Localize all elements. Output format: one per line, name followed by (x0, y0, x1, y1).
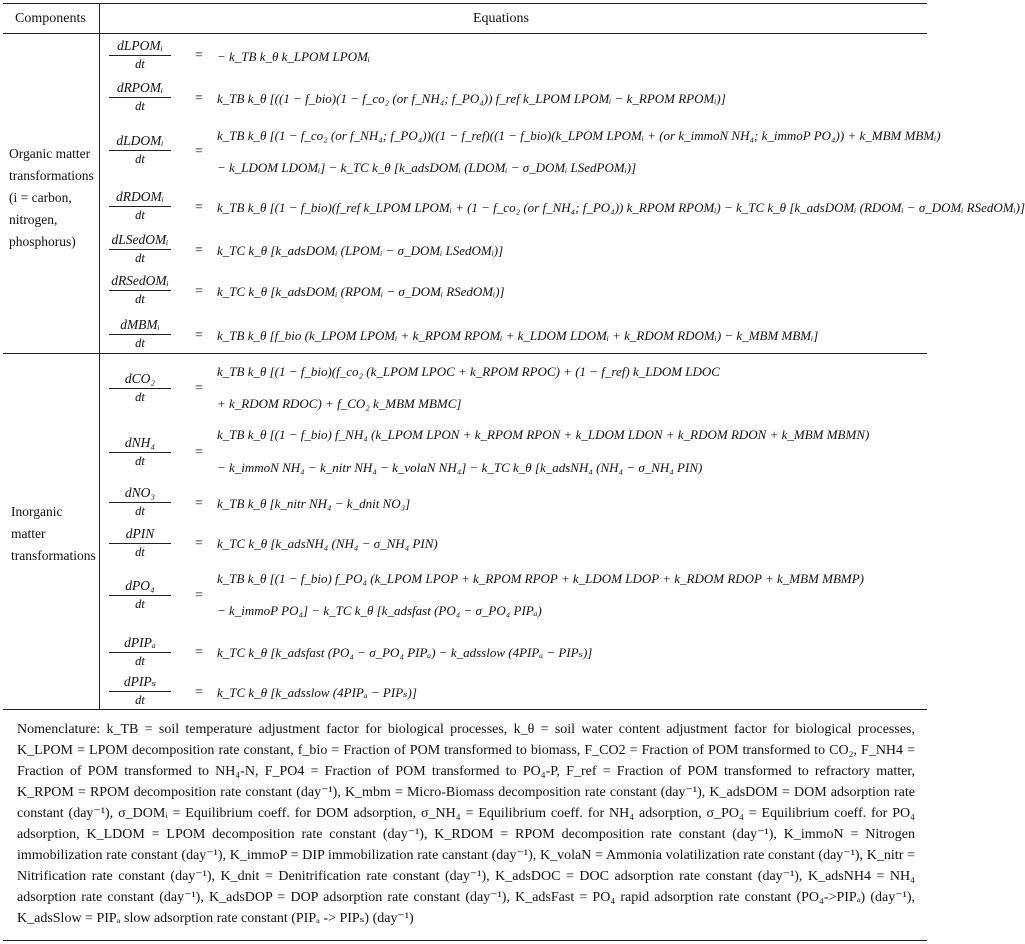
equation-rhs: k_TB k_θ [((1 − f_bio)(1 − f_co₂ (or f_NH₄; f_PO₄)) f_ref k_LPOM LPOMᵢ − k_RPOM RPOMᵢ)] (217, 91, 726, 106)
lhs-denominator: dt (135, 251, 145, 265)
group-label-line: phosphorus) (9, 234, 76, 249)
lhs-denominator: dt (135, 693, 145, 707)
lhs-fraction (109, 38, 171, 72)
group-label-line: transformations (9, 168, 94, 183)
lhs-fraction (109, 189, 171, 223)
equation-rhs: k_TB k_θ [(1 − f_bio)(f_co₂ (k_LPOM LPOC + k_RPOM RPOC) + (1 − f_ref) k_LDOM LDOC (217, 364, 720, 379)
lhs-denominator: dt (135, 454, 145, 468)
equation-rhs-continuation: − k_LDOM LDOMᵢ] − k_TC k_θ [k_adsDOMᵢ (LDOMᵢ − σ_DOMᵢ LSedPOMᵢ)] (217, 160, 637, 175)
header-components: Components (15, 11, 86, 26)
equation-rhs: − k_TB k_θ k_LPOM LPOMᵢ (217, 49, 370, 64)
lhs-denominator: dt (135, 152, 145, 166)
equation-rhs: k_TB k_θ [f_bio (k_LPOM LPOMᵢ + k_RPOM RPOMᵢ + k_LDOM LDOMᵢ + k_RDOM RDOMᵢ) − k_MBM MBMᵢ] (217, 328, 819, 343)
group-divider (3, 353, 927, 354)
equals-sign: = (195, 284, 203, 299)
lhs-denominator: dt (135, 57, 145, 71)
lhs-numerator: dCO₂ (109, 371, 171, 389)
lhs-numerator: dLSedOMᵢ (109, 232, 171, 250)
equation-rhs: k_TC k_θ [k_adsDOMᵢ (LPOMᵢ − σ_DOMᵢ LSedOMᵢ)] (217, 243, 504, 258)
equals-sign: = (195, 685, 203, 700)
bottom-rule (3, 940, 927, 941)
equation-rhs: k_TC k_θ [k_adsfast (PO₄ − σ_PO₄ PIPₐ) − k_adsslow (4PIPₐ − PIPₛ)] (217, 645, 593, 660)
equals-sign: = (195, 144, 203, 159)
equals-sign: = (195, 48, 203, 63)
lhs-numerator: dPIPₛ (109, 674, 171, 692)
equation-rhs-continuation: − k_immoP PO₄] − k_TC k_θ [k_adsfast (PO₄ − σ_PO₄ PIPₐ) (217, 603, 542, 618)
equation-rhs: k_TB k_θ [(1 − f_bio)(f_ref k_LPOM LPOMᵢ + (1 − f_co₂ (or f_NH₄; f_PO₄)) k_RPOM RPOMᵢ) − k_TC k_θ [k_adsDOMᵢ (RDOMᵢ − σ_DOMᵢ RSedOMᵢ)] (217, 200, 1025, 215)
lhs-fraction (109, 578, 171, 612)
lhs-numerator: dNO₃ (109, 485, 171, 503)
lhs-denominator: dt (135, 336, 145, 350)
group-label-line: Inorganic (11, 504, 63, 519)
equals-sign: = (195, 328, 203, 343)
lhs-fraction (109, 635, 171, 669)
header-equations: Equations (473, 11, 529, 26)
equals-sign: = (195, 200, 203, 215)
equals-sign: = (195, 243, 203, 258)
group-label-inorganic (11, 501, 96, 567)
lhs-denominator: dt (135, 597, 145, 611)
equation-rhs: k_TB k_θ [(1 − f_bio) f_NH₄ (k_LPOM LPON + k_RPOM RPON + k_LDOM LDON + k_RDOM RDON + k_MBM MBMN) (217, 427, 870, 442)
column-divider (99, 3, 100, 709)
equation-rhs: k_TC k_θ [k_adsDOMᵢ (RPOMᵢ − σ_DOMᵢ RSedOMᵢ)] (217, 284, 505, 299)
lhs-fraction (109, 485, 171, 519)
lhs-fraction (109, 80, 171, 114)
group-label-line: Organic matter (9, 146, 91, 161)
lhs-denominator: dt (135, 654, 145, 668)
lhs-denominator: dt (135, 99, 145, 113)
lhs-numerator: dMBMᵢ (109, 317, 171, 335)
equals-sign: = (195, 496, 203, 511)
lhs-fraction (109, 674, 171, 708)
lhs-numerator: dPO₄ (109, 578, 171, 596)
lhs-fraction (109, 317, 171, 351)
lhs-numerator: dLDOMᵢ (109, 133, 171, 151)
lhs-fraction (109, 371, 171, 405)
group-label-organic (9, 143, 94, 253)
lhs-fraction (109, 232, 171, 266)
lhs-denominator: dt (135, 390, 145, 404)
group-label-line: (i = carbon, (9, 190, 72, 205)
group-label-line: matter (11, 526, 46, 541)
equals-sign: = (195, 536, 203, 551)
lhs-numerator: dPIN (109, 526, 171, 544)
lhs-denominator: dt (135, 208, 145, 222)
equation-rhs: k_TC k_θ [k_adsNH₄ (NH₄ − σ_NH₄ PIN) (217, 536, 438, 551)
table-bottom-rule (3, 709, 927, 710)
header-rule (3, 33, 927, 34)
equals-sign: = (195, 645, 203, 660)
lhs-numerator: dRDOMᵢ (109, 189, 171, 207)
lhs-numerator: dNH₄ (109, 435, 171, 453)
equation-rhs-continuation: + k_RDOM RDOC) + f_CO₂ k_MBM MBMC] (217, 396, 462, 411)
lhs-fraction (109, 526, 171, 560)
top-rule (3, 3, 927, 4)
lhs-numerator: dRSedOMᵢ (109, 273, 171, 291)
equation-rhs-continuation: − k_immoN NH₄ − k_nitr NH₄ − k_volaN NH₄] − k_TC k_θ [k_adsNH₄ (NH₄ − σ_NH₄ PIN) (217, 460, 703, 475)
equation-rhs: k_TB k_θ [k_nitr NH₄ − k_dnit NO₃] (217, 496, 411, 511)
lhs-denominator: dt (135, 504, 145, 518)
lhs-fraction (109, 133, 171, 167)
lhs-numerator: dLPOMᵢ (109, 38, 171, 56)
lhs-denominator: dt (135, 545, 145, 559)
lhs-numerator: dRPOMᵢ (109, 80, 171, 98)
equation-rhs: k_TB k_θ [(1 − f_bio) f_PO₄ (k_LPOM LPOP + k_RPOM RPOP + k_LDOM LDOP + k_RDOM RDOP + k_MBM MBMP) (217, 571, 865, 586)
lhs-numerator: dPIPₐ (109, 635, 171, 653)
equals-sign: = (195, 445, 203, 460)
lhs-fraction (109, 273, 171, 307)
equation-rhs: k_TB k_θ [(1 − f_co₂ (or f_NH₄; f_PO₄))((1 − f_ref)((1 − f_bio)(k_LPOM LPOMᵢ + (or k_immoN NH₄; k_immoP PO₄)) + k_MBM MBMᵢ) (217, 128, 941, 143)
nomenclature-note: Nomenclature: k_TB = soil temperature adjustment factor for biological processes, k_θ = soil water content adjustment factor for biological processes, K_LPOM = LPOM decomposition rate constant, f_bio = Fraction of POM transformed to biomass, F_CO2 = Fraction of POM transformed to CO₂, F_NH4 = Fraction of POM transformed to NH₄-N, F_PO4 = Fraction of POM transformed to PO₄-P, F_ref = Fraction of POM transformed to refractory matter, K_RPOM = RPOM decomposition rate constant (day⁻¹), K_mbm = Micro-Biomass decomposition rate constant (day⁻¹), K_adsDOM = DOM adsorption rate constant (day⁻¹), σ_DOMᵢ = Equilibrium coeff. for DOM adsorption, σ_NH₄ = Equilibrium coeff. for NH₄ adsorption, σ_PO₄ = Equilibrium coeff. for PO₄ adsorption, K_LDOM = LPOM decomposition rate constant (day⁻¹), K_RDOM = RPOM decomposition rate constant (day⁻¹), K_immoN = Nitrogen immobilization rate constant (day⁻¹), K_immoP = DIP immobilization rate canstant (day⁻¹), K_volaN = Ammonia volatilization rate constant (day⁻¹), K_nitr = Nitrification rate constant (day⁻¹), K_dnit = Denitrification rate constant (day⁻¹), K_adsDOC = DOC adsorption rate constant (day⁻¹), K_adsNH4 = NH₄ adsorption rate constant (day⁻¹), K_adsDOP = DOP adsorption rate constant (day⁻¹), K_adsFast = PO₄ rapid adsorption rate constant (PO₄->PIPₐ) (day⁻¹), K_adsSlow = PIPₐ slow adsorption rate constant (PIPₐ -> PIPₛ) (day⁻¹) (17, 722, 915, 926)
lhs-denominator: dt (135, 292, 145, 306)
equation-rhs: k_TC k_θ [k_adsslow (4PIPₐ − PIPₛ)] (217, 685, 417, 700)
equals-sign: = (195, 381, 203, 396)
equations-table (3, 3, 1025, 941)
lhs-fraction (109, 435, 171, 469)
group-label-line: transformations (11, 548, 96, 563)
equals-sign: = (195, 588, 203, 603)
equals-sign: = (195, 91, 203, 106)
group-label-line: nitrogen, (9, 212, 58, 227)
